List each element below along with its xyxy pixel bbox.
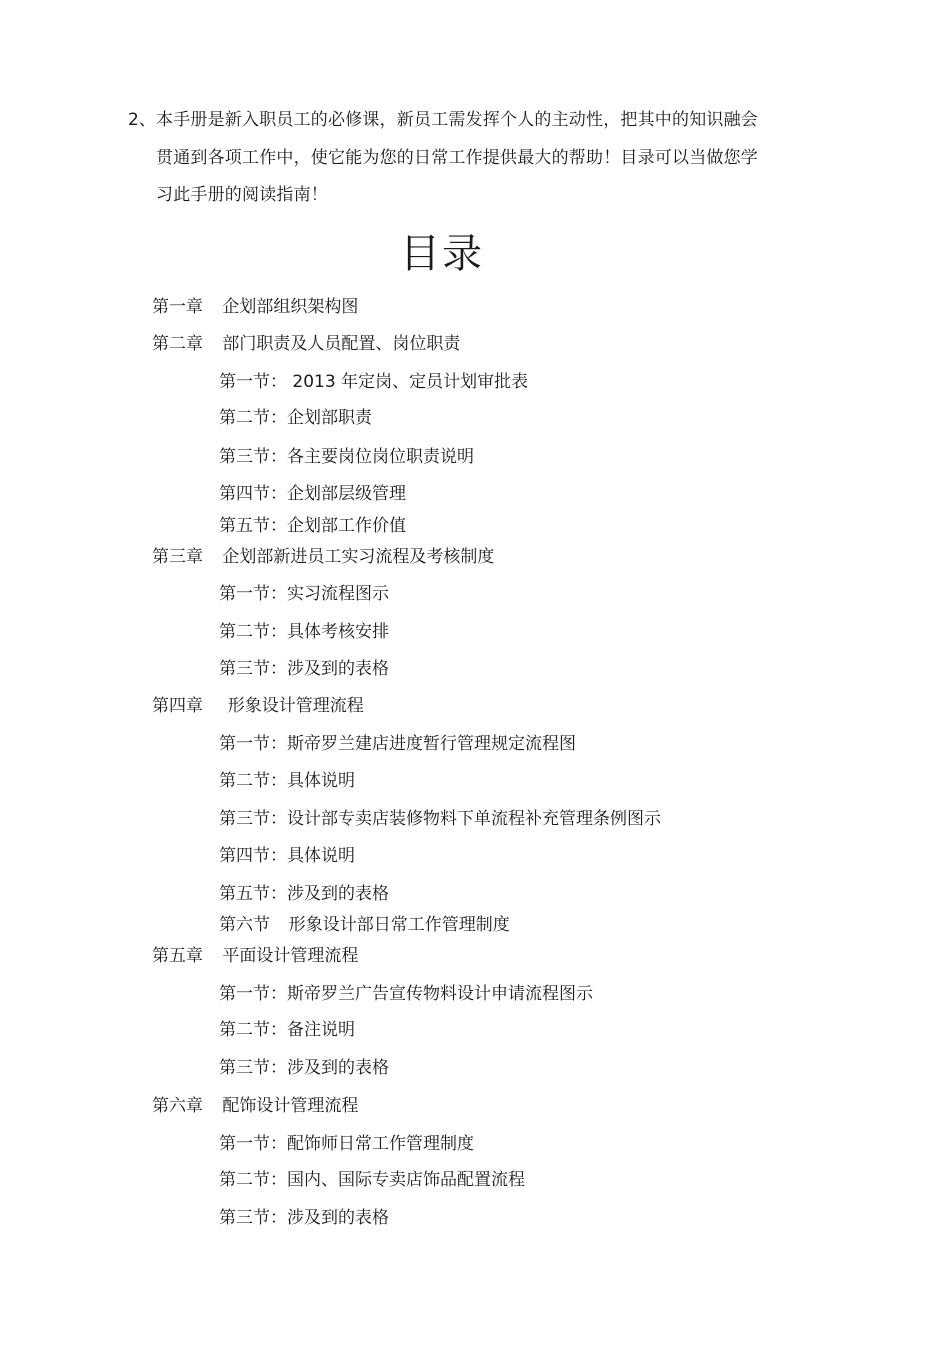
chapter-title: 企划部组织架构图 [222,297,359,317]
section-title: 涉及到的表格 [287,884,389,904]
chapter-label: 第一章 [152,297,203,317]
toc-section [219,732,576,756]
section-label: 第一节： [219,734,287,754]
toc-title: 目录 [400,231,484,277]
section-title: 具体说明 [287,846,355,866]
chapter-label: 第五章 [152,946,203,966]
section-label: 第一节： [219,984,287,1004]
toc-chapter-2 [152,332,460,356]
section-label: 第二节： [219,622,287,642]
section-label: 第一节： [219,1134,287,1154]
section-title: 斯帝罗兰广告宣传物料设计申请流程图示 [287,984,593,1004]
toc-section [219,445,474,469]
section-label: 第三节： [219,1058,287,1078]
section-label: 第三节： [219,447,287,467]
toc-section [219,913,510,937]
intro-line-1: 本手册是新入职员工的必修课，新员工需发挥个人的主动性，把其中的知识融会 [156,110,758,130]
toc-section [219,1206,389,1230]
toc-section [219,1168,525,1192]
section-title: 具体考核安排 [287,622,389,642]
toc-section [219,807,661,831]
chapter-label: 第四章 [152,696,203,716]
toc-section [219,844,355,868]
chapter-title: 配饰设计管理流程 [222,1096,359,1116]
toc-section [219,769,355,793]
chapter-title: 企划部新进员工实习流程及考核制度 [222,547,495,567]
section-title: 形象设计部日常工作管理制度 [278,915,510,935]
section-label: 第三节： [219,1208,287,1228]
toc-section [219,982,593,1006]
section-label: 第一节： [219,372,287,392]
chapter-label: 第三章 [152,547,203,567]
chapter-label: 第二章 [152,334,203,354]
intro-line-3: 习此手册的阅读指南！ [156,185,328,205]
section-title: 国内、国际专卖店饰品配置流程 [287,1170,525,1190]
chapter-title: 形象设计管理流程 [222,696,364,716]
toc-section [219,882,389,906]
section-title: 企划部工作价值 [287,516,406,536]
section-title: 配饰师日常工作管理制度 [287,1134,474,1154]
section-title: 涉及到的表格 [287,1058,389,1078]
toc-chapter-6 [152,1094,358,1118]
section-title: 涉及到的表格 [287,659,389,679]
toc-section [219,582,389,606]
section-label: 第五节： [219,516,287,536]
section-label: 第六节 [219,915,270,935]
section-label: 第二节： [219,408,287,428]
section-label: 第三节： [219,659,287,679]
section-label: 第五节： [219,884,287,904]
section-title: 设计部专卖店装修物料下单流程补充管理条例图示 [287,809,661,829]
section-label: 第三节： [219,809,287,829]
toc-section [219,514,406,538]
chapter-title: 平面设计管理流程 [222,946,359,966]
section-title: 各主要岗位岗位职责说明 [287,447,474,467]
toc-chapter-4 [152,694,364,718]
section-title: 斯帝罗兰建店进度暂行管理规定流程图 [287,734,576,754]
toc-section [219,370,528,394]
toc-section [219,657,389,681]
section-title: 企划部职责 [287,408,372,428]
chapter-title: 部门职责及人员配置、岗位职责 [222,334,461,354]
section-title: 实习流程图示 [287,584,389,604]
toc-section [219,620,389,644]
section-label: 第四节： [219,484,287,504]
section-title: 备注说明 [287,1020,355,1040]
section-title: 企划部层级管理 [287,484,406,504]
toc-chapter-1 [152,295,358,319]
toc-section [219,1132,474,1156]
section-label: 第二节： [219,1020,287,1040]
section-label: 第二节： [219,1170,287,1190]
toc-section [219,1018,355,1042]
section-label: 第四节： [219,846,287,866]
chapter-label: 第六章 [152,1096,203,1116]
toc-section [219,1056,389,1080]
section-title: 具体说明 [287,771,355,791]
toc-chapter-5 [152,944,358,968]
toc-section [219,482,406,506]
section-label: 第一节： [219,584,287,604]
section-title: 2013 年定岗、定员计划审批表 [287,372,529,392]
toc-section [219,406,372,430]
intro-line-2: 贯通到各项工作中，使它能为您的日常工作提供最大的帮助！目录可以当做您学 [156,148,758,168]
section-title: 涉及到的表格 [287,1208,389,1228]
toc-chapter-3 [152,545,494,569]
section-label: 第二节： [219,771,287,791]
intro-number: 2、 [128,110,156,130]
